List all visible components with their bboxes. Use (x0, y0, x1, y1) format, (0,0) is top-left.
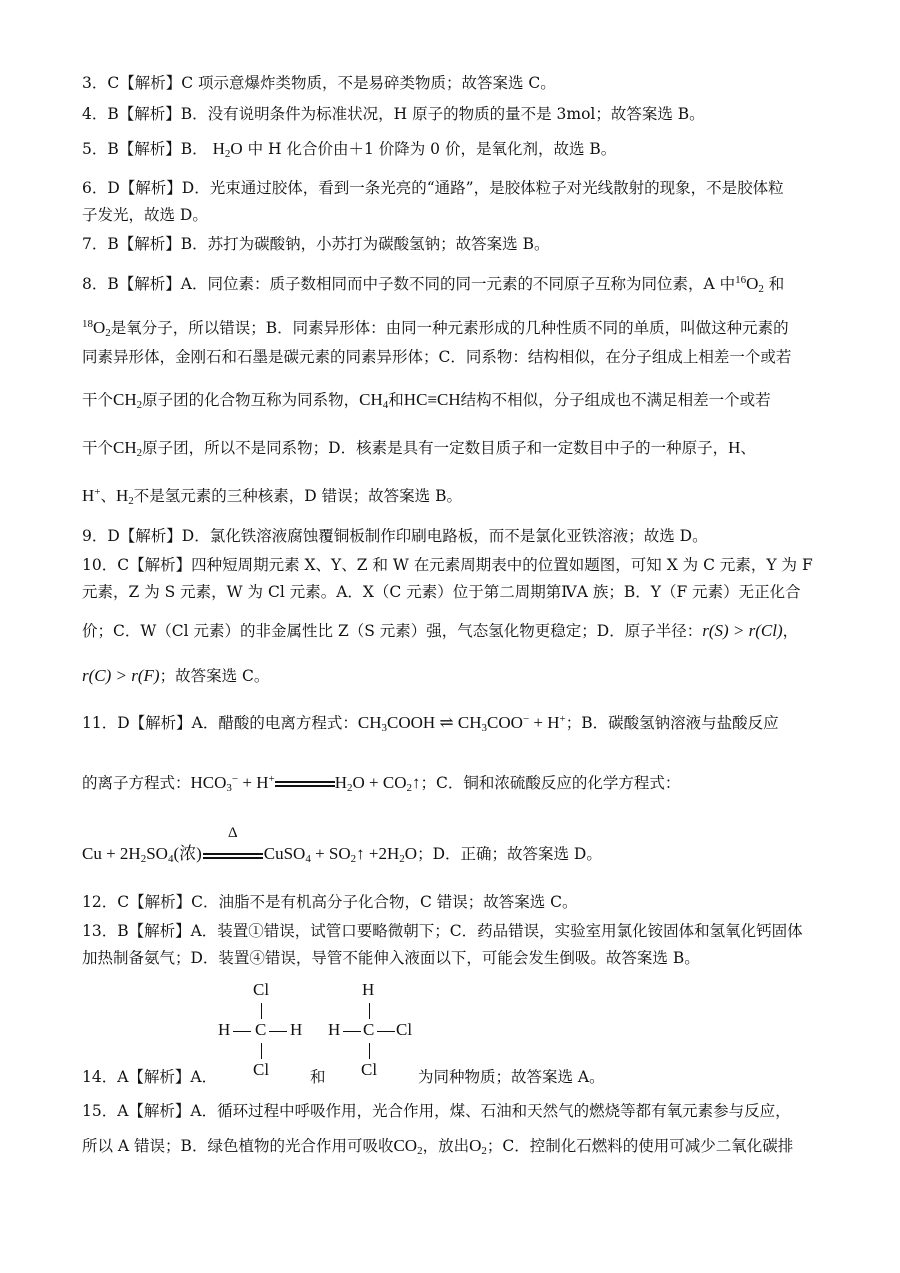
answer-11-t1: 11．D【解析】A．醋酸的电离方程式： (82, 714, 358, 732)
answer-14-text: 为同种物质；故答案选 A。 (418, 1068, 605, 1086)
answer-11-line2 (82, 772, 820, 794)
structure-dichloromethane-1: Cl H C H Cl (218, 980, 303, 1079)
answer-11-t2end: ；C．铜和浓硫酸反应的化学方程式： (420, 774, 681, 792)
formula-16o2: $^{16}O_2$ (735, 274, 764, 295)
answer-8-line6 (82, 485, 820, 507)
answer-8-text2: 是氧分子，所以错误；B．同素异形体：由同一种元素形成的几种性质不同的单质，叫做这种元素的 (110, 319, 789, 337)
formula-ionic-equation: $HCO_3^- + H^+$ $H_2O$ + $CO_2↑$ (190, 773, 421, 794)
answer-8-line5 (82, 437, 820, 459)
answer-8-t5c: 、 (740, 439, 756, 457)
answer-4: 4．B【解析】B．没有说明条件为标准状况，H 原子的物质的量不是 3mol；故答案选 B。 (82, 105, 705, 123)
answer-6-line2: 子发光，故选 D。 (82, 206, 208, 224)
answer-15-t2b: ，放出 (422, 1137, 470, 1155)
formula-radius-c-f: r(C) > r(F) (82, 666, 160, 685)
formula-h: H (728, 438, 741, 457)
formula-acetic-ionization: $CH_3COOH$ ⇌ $CH_3COO^- + H^+$ (357, 713, 566, 734)
answer-14-prefix: 14．A【解析】A． (82, 1068, 218, 1086)
formula-h2: $H_2$ (116, 486, 134, 507)
answer-5-text: 中 H 化合价由＋1 价降为 0 价，是氧化剂，故选 B。 (247, 140, 617, 158)
answer-10-line1: 10．C【解析】四种短周期元素 X、Y、Z 和 W 在元素周期表中的位置如题图，可知 X 为 C 元素，Y 为 F (82, 556, 813, 574)
answer-8-t5a: 干个 (82, 439, 114, 457)
answer-8-t4c: 和 (388, 391, 404, 409)
answer-10-line4 (82, 665, 820, 687)
answer-11-line1 (82, 712, 820, 734)
answer-15-t2a: 所以 A 错误；B．绿色植物的光合作用可吸收 (82, 1137, 394, 1155)
answer-8-line1 (82, 273, 820, 295)
answer-14 (82, 1066, 820, 1088)
answer-5-prefix: 5．B【解析】B． (82, 140, 208, 158)
formula-co2: $CO_2$ (393, 1136, 423, 1157)
answer-11-t3end: ；D．正确；故答案选 D。 (417, 845, 602, 863)
answer-8-t4a: 干个 (82, 391, 114, 409)
answer-13-line1: 13．B【解析】A．装置①错误，试管口要略微朝下；C．药品错误，实验室用氯化铵固体和氢氧化钙固体 (82, 922, 803, 940)
heat-arrow: Δ (202, 844, 264, 866)
formula-h-plus: H+ (82, 486, 101, 505)
answer-14-and: 和 (310, 1068, 326, 1086)
formula-18o2: $^{18}O_2$ (82, 318, 111, 339)
formula-acetylene: HC≡CH (403, 390, 461, 409)
answer-8-t4b: 原子团的化合物互称为同系物， (142, 391, 360, 409)
answer-10-comma: ， (782, 622, 799, 640)
formula-ch4: $CH_4$ (359, 390, 389, 411)
answer-15-line2 (82, 1135, 820, 1157)
answer-10-t3: 价；C．W（Cl 元素）的非金属性比 Z（S 元素）强，气态氢化物更稳定；D．原子半径： (82, 622, 703, 640)
answer-8-and: 和 (768, 275, 785, 293)
formula-radius-s-cl: r(S) > r(Cl) (702, 621, 783, 640)
answer-8-line4 (82, 389, 820, 411)
equals-arrow (275, 779, 335, 789)
answer-6-line1: 6．D【解析】D．光束通过胶体，看到一条光亮的“通路”，是胶体粒子对光线散射的现象，不是胶体粒 (82, 179, 784, 197)
answer-9: 9．D【解析】D．氯化铁溶液腐蚀覆铜板制作印刷电路板，而不是氯化亚铁溶液；故选 D。 (82, 527, 708, 545)
answer-10-line2: 元素，Z 为 S 元素，W 为 Cl 元素。A．X（C 元素）位于第二周期第ⅣA 族；B．Y（F 元素）无正化合 (82, 583, 801, 601)
answer-8-t6a: 、 (100, 487, 117, 505)
answer-8-text1: 8．B【解析】A．同位素：质子数相同而中子数不同的同一元素的不同原子互称为同位素，A 中 (82, 275, 736, 293)
answer-8-t6b: 不是氢元素的三种核素，D 错误；故答案选 B。 (133, 487, 462, 505)
answer-12: 12．C【解析】C．油脂不是有机高分子化合物，C 错误；故答案选 C。 (82, 893, 578, 911)
answer-7: 7．B【解析】B．苏打为碳酸钠，小苏打为碳酸氢钠；故答案选 B。 (82, 235, 550, 253)
answer-11-t2: 的离子方程式： (82, 774, 191, 792)
formula-h2o: $H_2O$ (212, 139, 243, 160)
answer-8-line3: 同素异形体，金刚石和石墨是碳元素的同素异形体；C．同系物：结构相似，在分子组成上相差一个或若 (82, 348, 792, 366)
formula-ch2: $CH_2$ (113, 390, 143, 411)
formula-o2: $O_2$ (469, 1136, 487, 1157)
answer-5 (82, 138, 820, 160)
answer-3: 3．C【解析】C 项示意爆炸类物质，不是易碎类物质；故答案选 C。 (82, 74, 556, 92)
answer-8-t4d: 结构不相似，分子组成也不满足相差一个或若 (460, 391, 771, 409)
formula-copper-acid: $Cu + 2H_2SO_4$(浓) Δ CuSO$_4$ + $SO_2↑ +2H_2O$ (82, 825, 418, 865)
answer-10-line3 (82, 620, 820, 642)
answer-13-line2: 加热制备氨气；D．装置④错误，导管不能伸入液面以下，可能会发生倒吸。故答案选 B。 (82, 949, 700, 967)
structure-dichloromethane-2: H H C Cl Cl (328, 980, 413, 1079)
formula-ch2-b: $CH_2$ (113, 438, 143, 459)
answer-8-line2 (82, 317, 820, 339)
answer-15-t2c: ；C．控制化石燃料的使用可减少二氧化碳排 (486, 1137, 794, 1155)
answer-8-t5b: 原子团，所以不是同系物；D．核素是具有一定数目质子和一定数目中子的一种原子， (142, 439, 729, 457)
answer-11-t1end: ；B．碳酸氢钠溶液与盐酸反应 (565, 714, 779, 732)
answer-10-t4: ；故答案选 C。 (159, 667, 270, 685)
answer-15-line1: 15．A【解析】A．循环过程中呼吸作用，光合作用，煤、石油和天然气的燃烧等都有氧元素参与反应， (82, 1102, 791, 1120)
answer-11-line3 (82, 825, 820, 866)
